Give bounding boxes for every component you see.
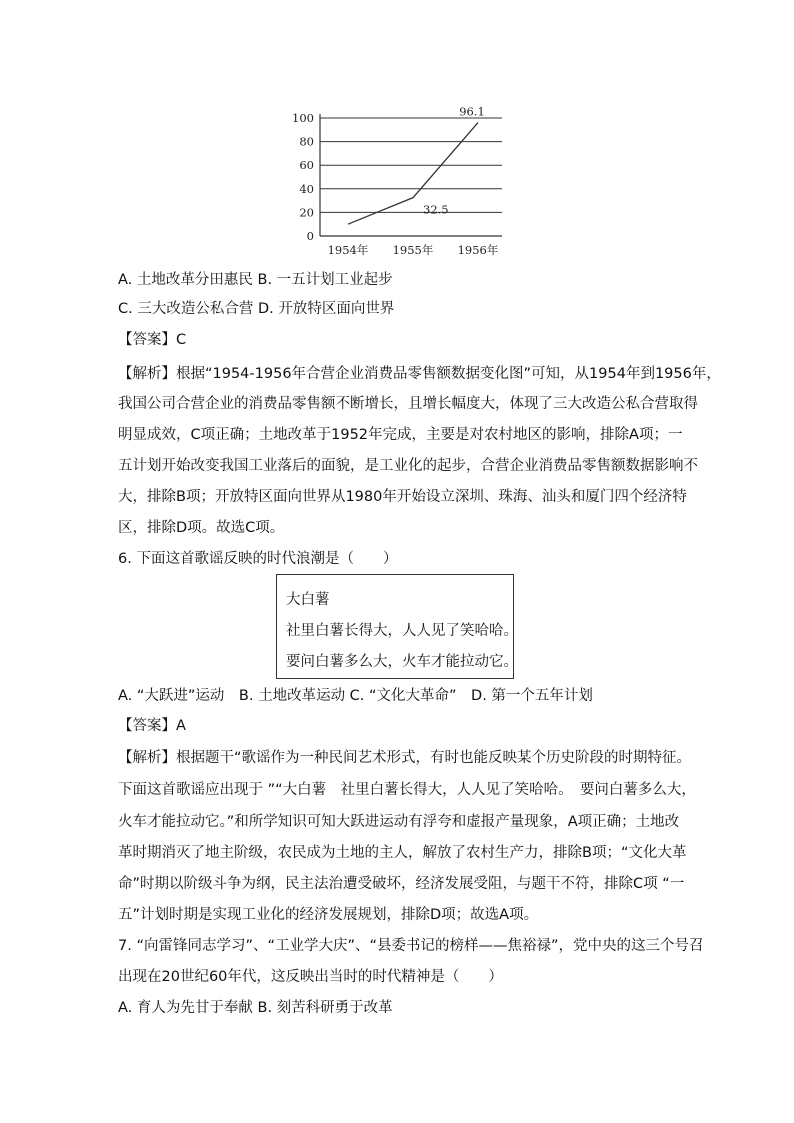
y-tick-label: 0 <box>306 229 314 243</box>
poem-line: 要问白薯多么大，火车才能拉动它。 <box>286 654 518 670</box>
q6-analysis-line: 下面这首歌谣应出现于 ”“大白薯 社里白薯长得大，人人见了笑哈哈。 要问白薯多么大， <box>118 782 696 798</box>
data-label: 96.1 <box>459 104 485 119</box>
q6-analysis-line: 【解析】根据题干“歌谣作为一种民间艺术形式，有时也能反映某个历史阶段的时期特征。 <box>118 750 692 766</box>
q5-answer: 【答案】C <box>118 332 187 348</box>
q5-analysis-line: 大，排除B项；开放特区面向世界从1980年开始设立深圳、珠海、汕头和厦门四个经济特 <box>118 489 687 505</box>
x-tick-label: 1956年 <box>457 243 499 257</box>
q5-analysis-line: 区，排除D项。故选C项。 <box>118 520 285 536</box>
data-label: 32.5 <box>423 202 449 217</box>
q7-options-ab: A. 育人为先甘于奉献 B. 刻苦科研勇于改革 <box>118 1000 393 1016</box>
q5-analysis-line: 五计划开始改变我国工业落后的面貌，是工业化的起步，合营企业消费品零售额数据影响不 <box>118 458 698 474</box>
q5-analysis-line: 我国公司合营企业的消费品零售额不断增长，且增长幅度大，体现了三大改造公私合营取得 <box>118 396 698 412</box>
y-tick-label: 80 <box>299 134 314 149</box>
poem-box <box>276 574 518 679</box>
y-tick-label: 20 <box>299 205 314 220</box>
q5-analysis-line: 明显成效，C项正确；土地改革于1952年完成，主要是对农村地区的影响，排除A项；一 <box>118 427 683 443</box>
q6-analysis-line: 命”时期以阶级斗争为纲，民主法治遭受破坏，经济发展受阻，与题干不符，排除C项 “一 <box>118 876 685 892</box>
y-tick-label: 60 <box>299 158 314 173</box>
y-tick-label: 40 <box>299 181 314 196</box>
q6-options: A. “大跃进”运动 B. 土地改革运动 C. “文化大革命” D. 第一个五年计划 <box>118 688 593 704</box>
q6-analysis-line: 五”计划时期是实现工业化的经济发展规划，排除D项；故选A项。 <box>118 907 539 923</box>
poem-title: 大白薯 <box>286 592 330 608</box>
q7-stem-line: 7. “向雷锋同志学习”、“工业学大庆”、“县委书记的榜样——焦裕禄”，党中央的这三个号召 <box>118 938 704 954</box>
series-line <box>348 123 478 225</box>
q5-analysis-line: 【解析】根据“1954-1956年合营企业消费品零售额数据变化图”可知，从1954年到1956年， <box>118 366 721 382</box>
y-tick-label: 100 <box>292 111 314 125</box>
q6-stem: 6. 下面这首歌谣反映的时代浪潮是（ ） <box>118 551 398 567</box>
x-tick-label: 1954年 <box>327 243 369 257</box>
poem-line: 社里白薯长得大，人人见了笑哈哈。 <box>286 623 518 639</box>
q5-options-ab: A. 土地改革分田惠民 B. 一五计划工业起步 <box>118 272 393 288</box>
chart-svg <box>278 96 518 266</box>
q7-stem-line: 出现在20世纪60年代，这反映出当时的时代精神是（ ） <box>118 969 503 985</box>
q5-options-cd: C. 三大改造公私合营 D. 开放特区面向世界 <box>118 301 395 317</box>
x-tick-label: 1955年 <box>392 243 434 257</box>
q6-answer: 【答案】A <box>118 718 186 734</box>
retail-sales-line-chart <box>278 96 518 266</box>
q6-analysis-line: 火车才能拉动它。”和所学知识可知大跃进运动有浮夸和虚报产量现象，A项正确；土地改 <box>118 814 680 830</box>
q6-analysis-line: 革时期消灭了地主阶级，农民成为土地的主人，解放了农村生产力，排除B项；“文化大革 <box>118 845 687 861</box>
